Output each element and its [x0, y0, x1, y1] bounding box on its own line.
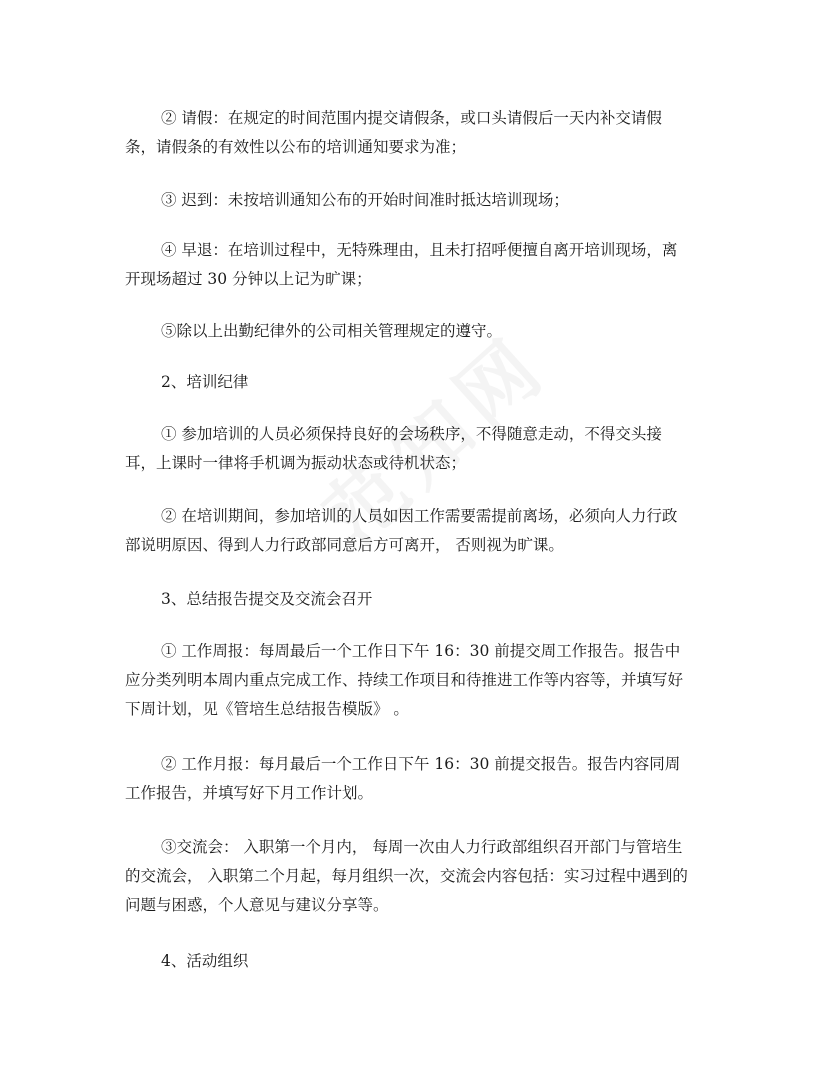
text-line: ② 请假：在规定的时间范围内提交请假条，或口头请假后一天内补交请假 — [161, 109, 662, 127]
section-heading: 4、活动组织 — [161, 952, 249, 970]
text-line: 问题与困惑，个人意见与建议分享等。 — [125, 896, 389, 914]
paragraph-other-rules — [125, 317, 705, 346]
text-line: ② 工作月报：每月最后一个工作日下午 16：30 前提交报告。报告内容同周 — [161, 755, 681, 773]
paragraph-weekly-report — [125, 637, 705, 724]
text-line: ④ 早退：在培训过程中，无特殊理由，且未打招呼便擅自离开培训现场，离 — [161, 241, 678, 259]
heading-report-submission — [125, 585, 705, 614]
heading-activity-organization — [125, 947, 705, 976]
paragraph-late — [125, 186, 705, 215]
text-line: 开现场超过 30 分钟以上记为旷课； — [125, 270, 372, 288]
paragraph-order — [125, 420, 705, 478]
paragraph-leave — [125, 104, 705, 162]
text-line: ⑤除以上出勤纪律外的公司相关管理规定的遵守。 — [161, 322, 503, 340]
text-line: 条，请假条的有效性以公布的培训通知要求为准； — [125, 138, 467, 156]
text-line: 的交流会， 入职第二个月起，每月组织一次，交流会内容包括：实习过程中遇到的 — [125, 867, 688, 885]
text-line: ① 参加培训的人员必须保持良好的会场秩序，不得随意走动，不得交头接 — [161, 425, 662, 443]
paragraph-early-exit — [125, 502, 705, 560]
text-line: 部说明原因、得到人力行政部同意后方可离开， 否则视为旷课。 — [125, 536, 564, 554]
text-line: 应分类列明本周内重点完成工作、持续工作项目和待推进工作等内容等，并填写好 — [125, 671, 684, 689]
section-heading: 2、培训纪律 — [161, 373, 249, 391]
text-line: ③交流会： 入职第一个月内， 每周一次由人力行政部组织召开部门与管培生 — [161, 838, 683, 856]
text-line: 耳，上课时一律将手机调为振动状态或待机状态； — [125, 454, 467, 472]
text-line: ① 工作周报：每周最后一个工作日下午 16：30 前提交周工作报告。报告中 — [161, 642, 681, 660]
paragraph-early-leave — [125, 236, 705, 294]
paragraph-exchange-meeting — [125, 833, 705, 920]
text-line: 下周计划，见《管培生总结报告模版》 。 — [125, 700, 409, 718]
text-line: ③ 迟到：未按培训通知公布的开始时间准时抵达培训现场； — [161, 191, 569, 209]
text-line: ② 在培训期间，参加培训的人员如因工作需要需提前离场，必须向人力行政 — [161, 507, 678, 525]
text-line: 工作报告，并填写好下月工作计划。 — [125, 784, 374, 802]
heading-training-discipline — [125, 368, 705, 397]
paragraph-monthly-report — [125, 750, 705, 808]
section-heading: 3、总结报告提交及交流会召开 — [161, 590, 373, 608]
